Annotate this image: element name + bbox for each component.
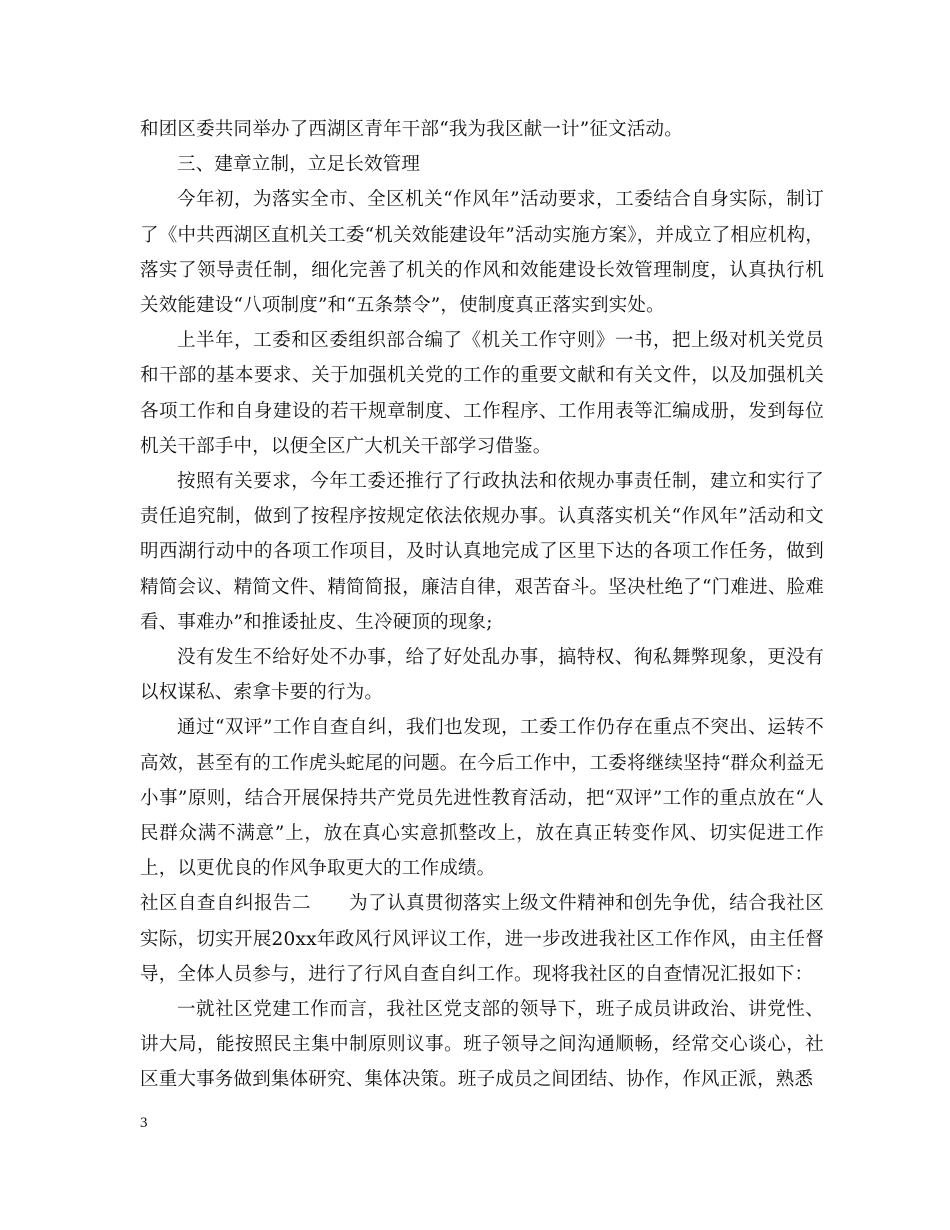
paragraph-5: 按照有关要求，今年工委还推行了行政执法和依规办事责任制，建立和实行了责任追究制，做到了按程序按规定依法依规办事。认真落实机关“作风年”活动和文明西湖行动中的各项工作项目，及时认真地完成了区里下达的各项工作任务，做到精简会议、精简文件、精简简报，廉洁自律，艰苦奋斗。坚决杜绝了“门难进、脸难看、事难办”和推诿扯皮、生冷硬顶的现象; (140, 471, 824, 633)
paragraph-9: 一就社区党建工作而言，我社区党支部的领导下，班子成员讲政治、讲党性、讲大局，能按照民主集中制原则议事。班子领导之间沟通顺畅，经常交心谈心，社区重大事务做到集体研究、集体决策。班子成员之间团结、协作，作风正派，熟悉 (140, 999, 824, 1091)
paragraph-4: 上半年，工委和区委组织部合编了《机关工作守则》一书，把上级对机关党员和干部的基本要求、关于加强机关党的工作的重要文献和有关文件，以及加强机关各项工作和自身建设的若干规章制度、工作程序、工作用表等汇编成册，发到每位机关干部手中，以便全区广大机关干部学习借鉴。 (140, 330, 824, 457)
paragraph-7: 通过“双评”工作自查自纠，我们也发现，工委工作仍存在重点不突出、运转不高效，甚至有的工作虎头蛇尾的问题。在今后工作中，工委将继续坚持“群众利益无小事”原则，结合开展保持共产党员先进性教育活动，把“双评”工作的重点放在“人民群众满不满意”上，放在真心实意抓整改上，放在真正转变作风、切实促进工作上，以更优良的作风争取更大的工作成绩。 (140, 717, 824, 880)
section-heading: 三、建章立制，立足长效管理 (177, 154, 421, 176)
report-two-intro: 社区自查自纠报告二 为了认真贯彻落实上级文件精神和创先争优，结合我社区实际，切实开展20xx年政风行风评议工作，进一步改进我社区工作作风，由主任督导，全体人员参与，进行了行风自查自纠工作。现将我社区的自查情况汇报如下： (140, 893, 824, 985)
page-number: 3 (140, 1115, 148, 1131)
paragraph-3: 今年初，为落实全市、全区机关“作风年”活动要求，工委结合自身实际，制订了《中共西湖区直机关工委“机关效能建设年”活动实施方案》，并成立了相应机构，落实了领导责任制，细化完善了机关的作风和效能建设长效管理制度，认真执行机关效能建设“八项制度”和“五条禁令”，使制度真正落实到实处。 (140, 189, 824, 317)
paragraph-1: 和团区委共同举办了西湖区青年干部“我为我区献一计”征文活动。 (140, 119, 683, 140)
document-body (140, 112, 824, 1098)
paragraph-6: 没有发生不给好处不办事，给了好处乱办事，搞特权、徇私舞弊现象，更没有以权谋私、索拿卡要的行为。 (140, 647, 824, 704)
